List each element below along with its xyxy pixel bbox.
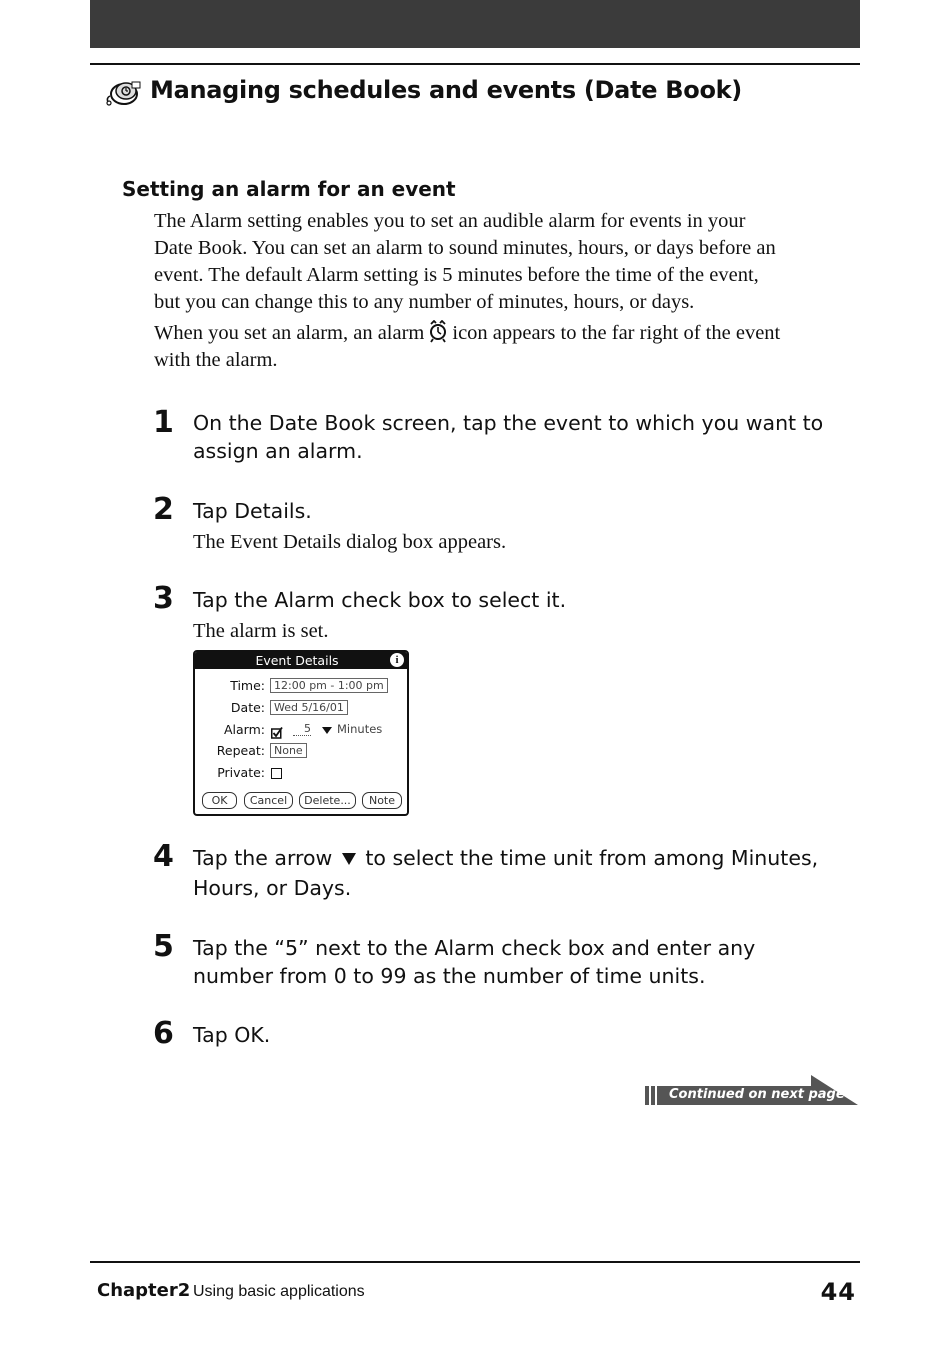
ok-button[interactable]: OK xyxy=(202,792,237,809)
date-book-icon xyxy=(104,78,144,108)
step-2-result: The Event Details dialog box appears. xyxy=(193,531,507,553)
private-label: Private: xyxy=(217,765,265,780)
step-line: Tap the “5” next to the Alarm check box and enter any xyxy=(193,936,756,960)
top-bar xyxy=(90,0,860,48)
cancel-button[interactable]: Cancel xyxy=(244,792,293,809)
repeat-field[interactable]: None xyxy=(270,743,307,758)
step-line: Hours, or Days. xyxy=(193,876,352,900)
continued-banner xyxy=(645,1075,860,1107)
alarm-unit-select[interactable]: Minutes xyxy=(337,722,383,736)
page-title: Managing schedules and events (Date Book) xyxy=(150,76,742,104)
date-label: Date: xyxy=(230,700,265,715)
step-line: On the Date Book screen, tap the event to which you want to xyxy=(193,411,824,435)
step-number: 4 xyxy=(153,839,174,874)
event-details-dialog xyxy=(193,650,409,816)
alarm-text-line2: with the alarm. xyxy=(154,349,278,371)
time-label: Time: xyxy=(230,678,265,693)
step-number: 2 xyxy=(153,492,174,527)
step-3-result: The alarm is set. xyxy=(193,620,329,642)
private-checkbox[interactable] xyxy=(271,768,282,779)
intro-line: but you can change this to any number of minutes, hours, or days. xyxy=(154,291,695,313)
down-arrow-icon xyxy=(341,852,357,866)
repeat-label: Repeat: xyxy=(216,743,265,758)
intro-line: Date Book. You can set an alarm to sound minutes, hours, or days before an xyxy=(154,237,776,259)
alarm-icon-paragraph xyxy=(154,320,780,374)
step-line: number from 0 to 99 as the number of time units. xyxy=(193,964,706,988)
step-number: 3 xyxy=(153,581,174,616)
date-field[interactable]: Wed 5/16/01 xyxy=(270,700,348,715)
dialog-titlebar xyxy=(195,652,407,669)
step-2-text: Tap Details. xyxy=(193,499,312,523)
step-4-after: to select the time unit from among Minutes, xyxy=(365,846,819,870)
header-rule xyxy=(90,63,860,65)
continued-text: Continued on next page xyxy=(669,1087,845,1102)
alarm-clock-icon xyxy=(428,320,448,344)
step-3-text: Tap the Alarm check box to select it. xyxy=(193,588,567,612)
step-line: assign an alarm. xyxy=(193,439,363,463)
alarm-text-after: icon appears to the far right of the event xyxy=(452,322,781,344)
step-5-text xyxy=(193,934,755,990)
intro-line: event. The default Alarm setting is 5 minutes before the time of the event, xyxy=(154,264,759,286)
note-button[interactable]: Note xyxy=(362,792,402,809)
alarm-checkbox[interactable] xyxy=(271,724,280,733)
step-number: 5 xyxy=(153,929,174,964)
checkmark-icon xyxy=(271,727,283,739)
page-number: 44 xyxy=(820,1278,856,1306)
step-number: 6 xyxy=(153,1016,174,1051)
alarm-number-field[interactable]: 5 xyxy=(293,722,311,736)
intro-paragraph xyxy=(154,208,776,316)
footer-chapter: Chapter2 xyxy=(97,1280,191,1301)
info-icon[interactable]: i xyxy=(390,653,404,667)
alarm-label: Alarm: xyxy=(224,722,265,737)
footer-chapter-title: Using basic applications xyxy=(193,1283,365,1300)
dropdown-arrow-icon[interactable] xyxy=(322,727,332,734)
delete-button[interactable]: Delete... xyxy=(299,792,356,809)
dialog-title: Event Details xyxy=(255,653,339,668)
intro-line: The Alarm setting enables you to set an audible alarm for events in your xyxy=(154,210,746,232)
step-number: 1 xyxy=(153,405,174,440)
time-field[interactable]: 12:00 pm - 1:00 pm xyxy=(270,678,388,693)
section-heading: Setting an alarm for an event xyxy=(122,177,456,201)
step-6-text: Tap OK. xyxy=(193,1023,271,1047)
footer-rule xyxy=(90,1261,860,1263)
step-1-text xyxy=(193,409,823,465)
alarm-text-before: When you set an alarm, an alarm xyxy=(154,322,425,344)
step-4-before: Tap the arrow xyxy=(193,846,333,870)
step-4-text xyxy=(193,844,818,902)
